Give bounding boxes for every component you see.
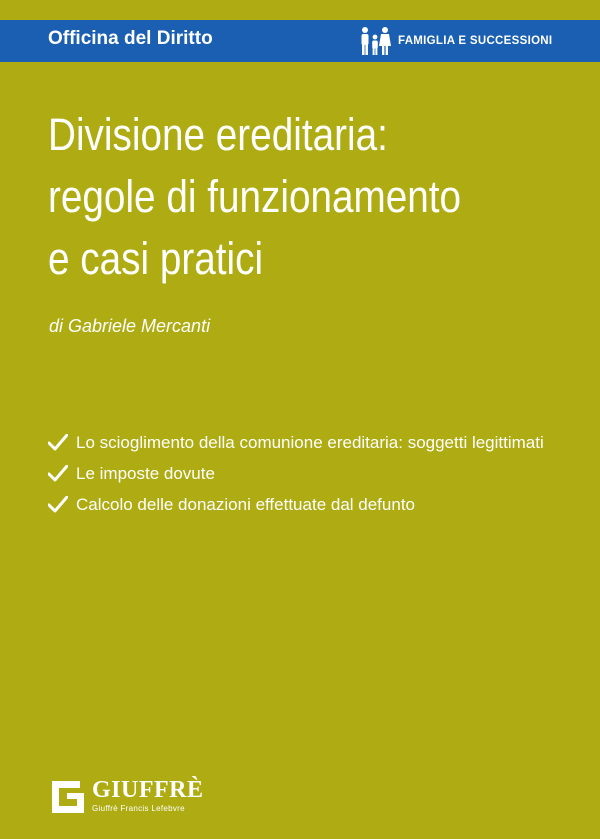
category-label: FAMIGLIA E SUCCESSIONI — [398, 35, 553, 47]
topic-list — [48, 432, 568, 525]
series-name: Officina del Diritto — [48, 28, 213, 49]
topic-text: Le imposte dovute — [76, 464, 215, 483]
title-line-2: regole di funzionamento — [48, 171, 462, 222]
publisher-subtitle: Giuffrè Francis Lefebvre — [92, 804, 185, 813]
book-title — [48, 104, 512, 290]
publisher-logo — [50, 779, 210, 821]
topic-item — [48, 494, 568, 516]
topic-text: Lo scioglimento della comunione ereditaria: soggetti legittimati — [76, 433, 544, 452]
publisher-name: GIUFFRÈ — [92, 777, 204, 803]
topic-text: Calcolo delle donazioni effettuate dal defunto — [76, 495, 415, 514]
author: di Gabriele Mercanti — [49, 316, 211, 336]
title-line-3: e casi pratici — [48, 233, 264, 284]
topic-item — [48, 432, 568, 454]
checkmark-icon — [48, 434, 68, 452]
publisher-mark-icon — [50, 779, 86, 815]
checkmark-icon — [48, 496, 68, 514]
topic-item — [48, 463, 568, 485]
checkmark-icon — [48, 465, 68, 483]
title-line-1: Divisione ereditaria: — [48, 109, 388, 160]
family-icon — [359, 26, 391, 56]
series-header-bar — [0, 20, 600, 62]
